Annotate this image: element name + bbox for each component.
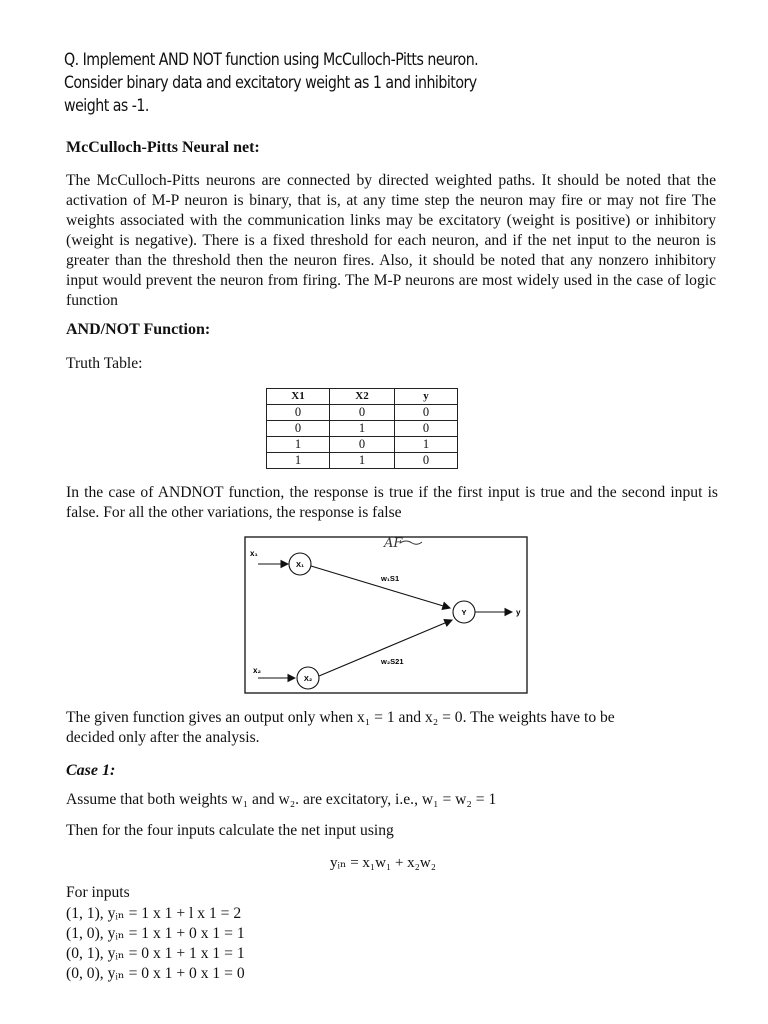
question-block <box>64 48 649 117</box>
truth-table-header-row <box>267 389 458 405</box>
cell-x2: 0 <box>330 437 395 453</box>
header-x1: X1 <box>267 389 330 405</box>
x1-input-label: x₁ <box>250 549 258 558</box>
x2-input-label: x₂ <box>253 666 262 675</box>
case-heading: Case 1: <box>66 762 116 779</box>
header-x2: X2 <box>330 389 395 405</box>
cell-y: 1 <box>395 437 458 453</box>
node-x1-label: X₁ <box>295 560 305 569</box>
assume-line: Assume that both weights w₁ and w₂. are excitatory, i.e., w₁ = w₂ = 1 <box>66 791 497 808</box>
truth-table-label: Truth Table: <box>66 355 143 372</box>
question-line-1: Q. Implement AND NOT function using McCulloch-Pitts neuron. <box>64 50 479 69</box>
for-inputs-label: For inputs <box>66 884 130 901</box>
header-y: y <box>395 389 458 405</box>
cell-x1: 1 <box>267 453 330 469</box>
given-line-2: decided only after the analysis. <box>66 729 260 746</box>
intro-paragraph: The McCulloch-Pitts neurons are connected by directed weighted paths. It should be noted that the activation of M-P neuron is binary, that is, at any time step the neuron may fire or may not fire The weights associated with the communication links may be excitatory (weight is positive) or inhibitory (weight is negative). There is a fixed threshold for each neuron, and if the net input to the neuron is greater than the threshold then the neuron fires. Also, it should be noted that any nonzero inhibitory input would prevent the neuron from firing. The M-P neurons are most widely used in the case of logic function <box>66 172 716 309</box>
question-line-2: Consider binary data and excitatory weight as 1 and inhibitory <box>64 73 477 92</box>
table-row <box>267 405 458 421</box>
w1-label: w₁S1 <box>381 574 400 583</box>
then-line: Then for the four inputs calculate the net input using <box>66 822 394 839</box>
cell-y: 0 <box>395 405 458 421</box>
table-row <box>267 453 458 469</box>
net-input-formula: yᵢₙ = x₁w₁ + x₂w₂ <box>330 855 436 871</box>
cell-x2: 1 <box>330 453 395 469</box>
andnot-paragraph: In the case of ANDNOT function, the response is true if the first input is true and the second input is false. For all the other variations, the response is false <box>66 484 718 521</box>
cell-x2: 1 <box>330 421 395 437</box>
truth-table <box>266 388 458 469</box>
neuron-diagram <box>244 536 528 694</box>
diagram-frame <box>245 537 527 693</box>
andnot-heading: AND/NOT Function: <box>66 321 211 338</box>
node-x2-label: X₂ <box>303 674 313 683</box>
handwritten-scribble: AF <box>384 536 403 551</box>
cell-x1: 0 <box>267 421 330 437</box>
cell-y: 0 <box>395 421 458 437</box>
node-y-label: Y <box>461 608 467 617</box>
table-row <box>267 437 458 453</box>
calc-line: (0, 1), yᵢₙ = 0 x 1 + 1 x 1 = 1 <box>66 945 245 962</box>
section-heading: McCulloch-Pitts Neural net: <box>66 139 260 156</box>
output-label: y <box>516 608 521 617</box>
cell-x2: 0 <box>330 405 395 421</box>
table-row <box>267 421 458 437</box>
cell-x1: 1 <box>267 437 330 453</box>
question-line-3: weight as -1. <box>64 96 149 115</box>
cell-y: 0 <box>395 453 458 469</box>
calc-line: (1, 0), yᵢₙ = 1 x 1 + 0 x 1 = 1 <box>66 925 245 942</box>
calc-line: (0, 0), yᵢₙ = 0 x 1 + 0 x 1 = 0 <box>66 965 245 982</box>
calc-line: (1, 1), yᵢₙ = 1 x 1 + l x 1 = 2 <box>66 905 242 922</box>
w2-label: w₂S21 <box>381 657 404 666</box>
cell-x1: 0 <box>267 405 330 421</box>
given-line-1: The given function gives an output only when x₁ = 1 and x₂ = 0. The weights have to be <box>66 709 615 726</box>
